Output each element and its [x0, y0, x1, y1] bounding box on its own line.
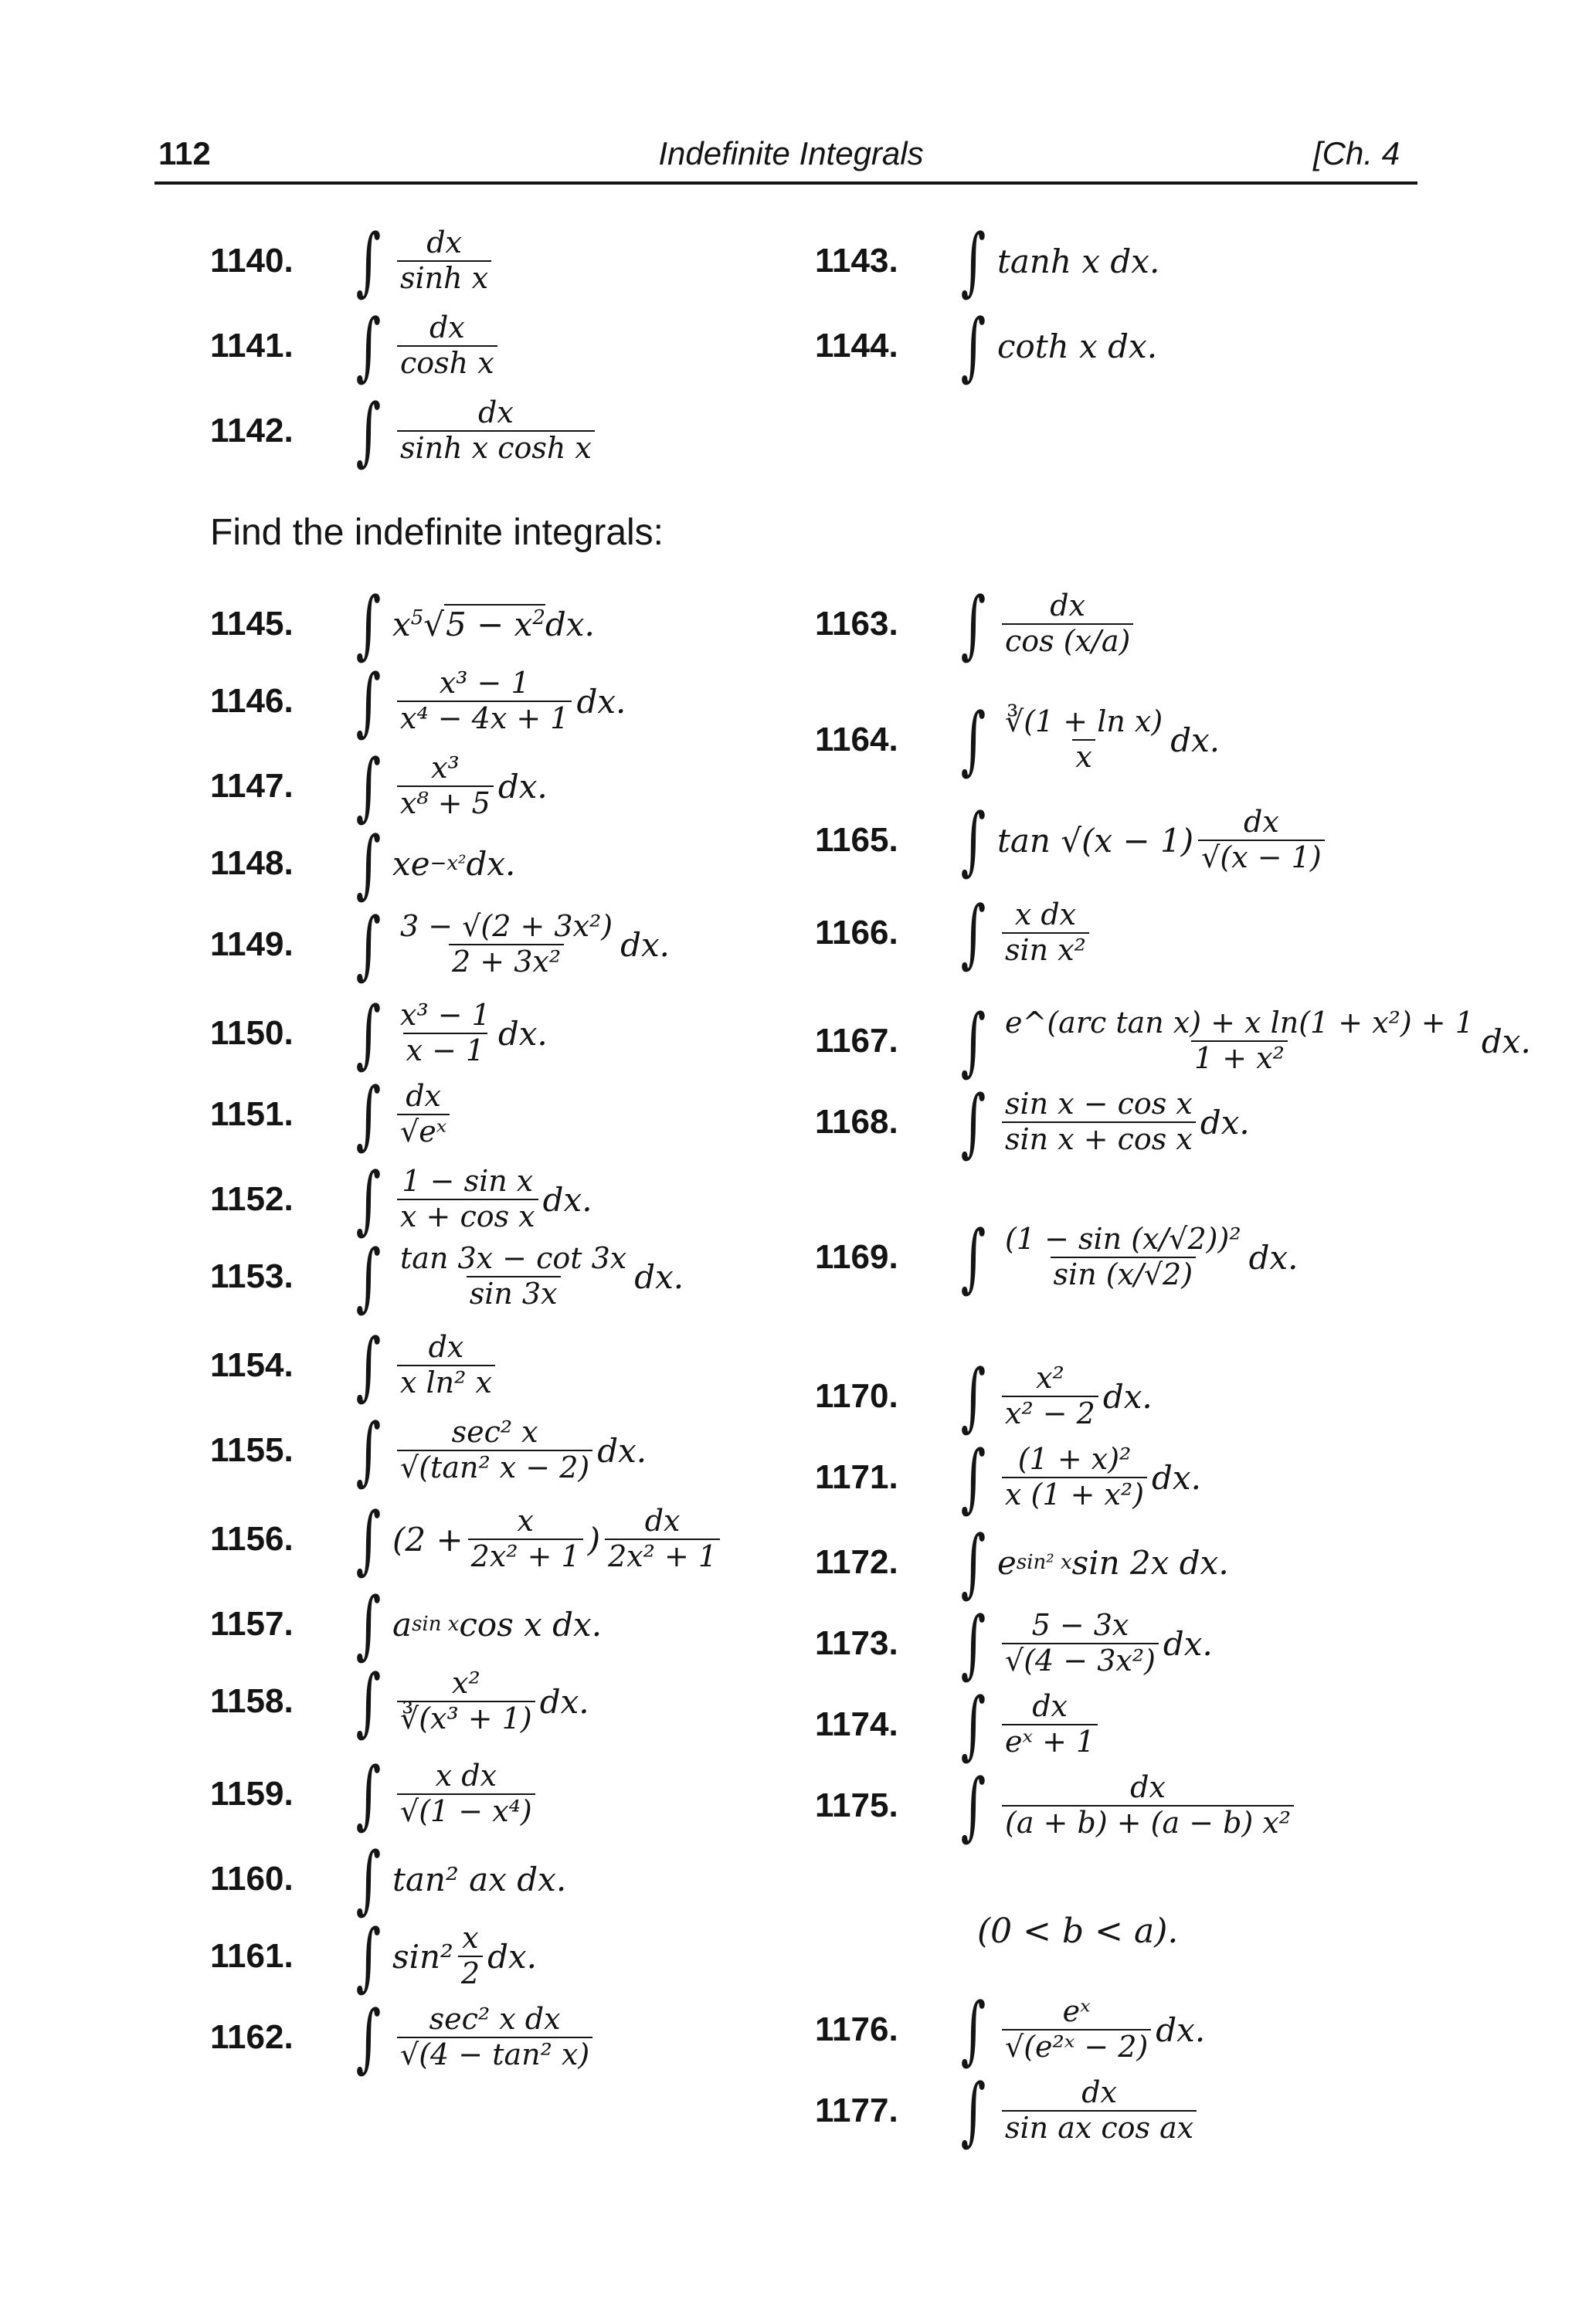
integral-sign: ∫ [960, 303, 986, 389]
integral-expression [954, 1763, 1299, 1849]
problem-number: 1151. [210, 1095, 294, 1133]
problem-number: 1175. [815, 1786, 898, 1824]
integral-sign: ∫ [355, 581, 382, 667]
problem-number: 1157. [210, 1605, 294, 1643]
integral-expression [349, 901, 670, 988]
integral-sign: ∫ [355, 1836, 382, 1922]
fraction-denominator: sin 3x [467, 1276, 561, 1311]
integral-expression [349, 1658, 589, 1745]
exponent: −x² [429, 852, 467, 875]
fraction-numerator: dx [1244, 805, 1279, 840]
integral-expression [954, 303, 1158, 389]
fraction-numerator: x³ − 1 [439, 666, 530, 701]
expr-text: a [392, 1605, 412, 1644]
fraction [1002, 2076, 1197, 2145]
problem-1174 [815, 1681, 1102, 1768]
problem-1161 [210, 1913, 538, 2000]
expr-prefix: (2 + [392, 1520, 463, 1559]
integral-expression [954, 1214, 1299, 1301]
integral-sign: ∫ [355, 388, 382, 474]
fraction-denominator: x⁸ + 5 [397, 785, 494, 821]
problem-number: 1141. [210, 327, 294, 365]
problem-1168 [815, 1079, 1250, 1165]
integral-sign: ∫ [355, 743, 382, 830]
problem-number: 1167. [815, 1022, 898, 1060]
expr-tail: dx. [545, 605, 595, 643]
expr-tail: dx. [1156, 2010, 1206, 2049]
problem-1157 [210, 1581, 603, 1668]
problem-1175 [815, 1763, 1299, 1849]
expr-tail: dx. [487, 1937, 538, 1976]
problem-1147 [210, 743, 548, 830]
integral-sign: ∫ [355, 1322, 382, 1409]
expr-tail: dx. [1152, 1458, 1201, 1497]
fraction-denominator: sin x² [1002, 932, 1089, 968]
problem-number: 1159. [210, 1775, 294, 1813]
fraction-denominator: cosh x [397, 345, 497, 381]
section-heading: Find the indefinite integrals: [210, 512, 664, 553]
integral-sign: ∫ [355, 1156, 382, 1243]
fraction-numerator: x [517, 1504, 534, 1539]
integral-sign: ∫ [960, 697, 986, 783]
fraction [397, 226, 491, 295]
fraction [397, 1165, 538, 1233]
fraction-numerator: x³ − 1 [400, 998, 491, 1033]
fraction-denominator: x⁴ − 4x + 1 [397, 701, 572, 736]
expr-tail: dx. [497, 767, 548, 806]
expr-text: tanh x dx. [997, 242, 1160, 280]
fraction-denominator: 2 [458, 1956, 483, 1991]
problem-number: 1169. [815, 1238, 898, 1276]
integral-expression [954, 998, 1531, 1084]
problem-1154 [210, 1322, 500, 1409]
problem-1166 [815, 890, 1094, 976]
problem-number: 1145. [210, 605, 294, 643]
exponent: 2 [532, 606, 545, 629]
fraction [397, 1667, 535, 1735]
fraction [397, 751, 494, 820]
integral-sign: ∫ [355, 1913, 382, 2000]
cube-root [411, 606, 545, 643]
fraction-denominator: √(x − 1) [1198, 840, 1324, 875]
expr-text: coth x dx. [997, 327, 1158, 365]
problem-number: 1155. [210, 1431, 294, 1469]
fraction-numerator: sec² x [451, 1415, 538, 1450]
problem-number: 1173. [815, 1624, 898, 1662]
problem-number: 1174. [815, 1705, 898, 1743]
problem-number: 1171. [815, 1458, 898, 1496]
fraction-denominator: eˣ + 1 [1002, 1724, 1098, 1759]
fraction-numerator: dx [426, 226, 462, 260]
integral-expression [954, 1353, 1153, 1440]
integral-expression [954, 697, 1220, 783]
fraction [1002, 1609, 1159, 1678]
problem-1163 [815, 581, 1138, 667]
integral-expression [954, 581, 1138, 667]
fraction-2 [605, 1505, 720, 1573]
integral-expression [349, 1751, 540, 1837]
problem-number: 1163. [815, 605, 898, 643]
problem-1177 [815, 2068, 1201, 2154]
problem-1164 [815, 697, 1220, 783]
fraction-numerator: dx [1050, 589, 1086, 623]
fraction [468, 1505, 583, 1573]
fraction-numerator: ∛(1 + ln x) [1005, 704, 1163, 739]
integral-sign: ∫ [960, 1763, 986, 1849]
fraction [397, 1416, 592, 1484]
expr-tail: dx. [1163, 1624, 1213, 1663]
integral-sign: ∫ [355, 990, 382, 1077]
problem-number: 1160. [210, 1860, 294, 1898]
integral-sign: ∫ [960, 1681, 986, 1768]
expr-tail: dx. [597, 1431, 647, 1470]
fraction-denominator: (a + b) + (a − b) x² [1002, 1805, 1294, 1841]
fraction [397, 1331, 495, 1399]
integral-sign: ∫ [355, 901, 382, 988]
fraction-denominator: sinh x [397, 260, 491, 296]
problem-1150 [210, 990, 548, 1077]
fraction-denominator: sin ax cos ax [1002, 2110, 1197, 2146]
fraction-numerator: sin x − cos x [1005, 1087, 1193, 1121]
fraction-numerator: x² [1036, 1361, 1064, 1396]
integral-expression [349, 581, 595, 667]
problem-number: 1147. [210, 767, 294, 805]
integral-sign: ∫ [960, 1079, 986, 1165]
fraction-denominator: √(e²ˣ − 2) [1002, 2029, 1151, 2064]
header-rule [154, 182, 1417, 185]
problem-1149 [210, 901, 670, 988]
integral-sign: ∫ [355, 218, 382, 304]
fraction-numerator: 1 − sin x [402, 1164, 534, 1199]
problem-number: 1153. [210, 1257, 294, 1295]
exponent: sin² x [1016, 1551, 1072, 1574]
expr-prefix: tan √(x − 1) [997, 821, 1194, 860]
fraction-numerator: x dx [435, 1759, 497, 1793]
fraction-denominator: sinh x cosh x [397, 430, 595, 466]
integral-sign: ∫ [355, 1658, 382, 1745]
fraction-numerator: sec² x dx [429, 2002, 561, 2037]
expr-tail: dx. [1248, 1238, 1299, 1277]
fraction-numerator: dx [429, 310, 465, 345]
fraction-denominator: x + cos x [397, 1199, 538, 1234]
expr-text: xe [392, 844, 430, 883]
fraction-denominator: 1 + x² [1191, 1040, 1288, 1076]
radicand [444, 604, 545, 643]
integral-sign: ∫ [960, 1434, 986, 1521]
fraction [397, 396, 595, 465]
expr-tail: cos x dx. [459, 1605, 603, 1644]
problem-number: 1143. [815, 242, 898, 280]
problem-1155 [210, 1407, 647, 1494]
problem-1153 [210, 1233, 684, 1320]
fraction-denominator: √eˣ [397, 1114, 450, 1149]
integral-sign: ∫ [355, 1581, 382, 1668]
fraction-denominator: √(tan² x − 2) [397, 1450, 592, 1485]
integral-expression [954, 1986, 1206, 2073]
problem-1142 [210, 388, 599, 474]
integral-sign: ∫ [355, 1751, 382, 1837]
integral-expression [349, 303, 502, 389]
integral-sign: ∫ [960, 581, 986, 667]
fraction [397, 667, 572, 735]
fraction-denominator: x (1 + x²) [1002, 1477, 1147, 1512]
problem-number: 1152. [210, 1180, 294, 1218]
expr-tail: dx. [1200, 1103, 1250, 1142]
integral-expression [349, 218, 496, 304]
fraction [397, 1080, 450, 1148]
problem-number: 1176. [815, 2010, 898, 2048]
integral-sign: ∫ [355, 1496, 382, 1583]
fraction-numerator: dx [428, 1330, 464, 1365]
fraction [1002, 1006, 1477, 1075]
integral-sign: ∫ [355, 820, 382, 907]
fraction [1002, 1443, 1147, 1511]
fraction-denominator: sin x + cos x [1002, 1121, 1196, 1157]
problem-number: 1177. [815, 2092, 898, 2129]
problem-number: 1162. [210, 2018, 294, 2056]
fraction [1002, 1087, 1196, 1156]
problem-1146 [210, 658, 626, 745]
problem-number: 1140. [210, 242, 294, 280]
problem-1160 [210, 1836, 567, 1922]
fraction-numerator: dx [1032, 1689, 1068, 1724]
problem-number: 1170. [815, 1377, 898, 1415]
expr-tail: sin 2x dx. [1071, 1543, 1229, 1582]
problem-1141 [210, 303, 502, 389]
problem-1158 [210, 1658, 589, 1745]
integral-expression [349, 658, 626, 745]
problem-1165 [815, 797, 1329, 884]
integral-expression [349, 1836, 567, 1922]
fraction-denominator: sin (x/√2) [1051, 1257, 1196, 1292]
problem-1170 [815, 1353, 1153, 1440]
integral-expression [349, 1581, 603, 1668]
problem-number: 1165. [815, 821, 898, 859]
problem-1152 [210, 1156, 592, 1243]
integral-sign: ∫ [355, 1233, 382, 1320]
expr-tail: dx. [620, 925, 670, 964]
problem-number: 1154. [210, 1346, 294, 1384]
problem-number: 1158. [210, 1682, 294, 1720]
fraction-numerator: dx [1081, 2075, 1117, 2110]
integral-sign: ∫ [960, 797, 986, 884]
fraction-denominator: √(4 − tan² x) [397, 2037, 592, 2072]
problem-number: 1172. [815, 1543, 898, 1581]
radical-sign: √ [423, 605, 445, 643]
fraction-denominator: x² − 2 [1002, 1396, 1098, 1431]
fraction [1002, 589, 1133, 658]
integral-expression [954, 1681, 1102, 1768]
fraction [397, 1759, 535, 1828]
page-number: 112 [158, 135, 211, 171]
fraction [1198, 806, 1324, 874]
expr-tail: dx. [466, 844, 516, 883]
problem-1144 [815, 303, 1158, 389]
fraction-numerator: 3 − √(2 + 3x²) [400, 909, 613, 944]
integral-sign: ∫ [960, 1353, 986, 1440]
integral-sign: ∫ [960, 1519, 986, 1606]
expr-tail: dx. [539, 1682, 589, 1721]
problem-number: 1164. [815, 721, 898, 758]
integral-expression [349, 1496, 725, 1583]
fraction-denominator: ∛(x³ + 1) [397, 1701, 535, 1736]
problem-number: 1148. [210, 844, 294, 882]
fraction-numerator: x [462, 1921, 479, 1956]
fraction-denominator: 2 + 3x² [449, 944, 564, 979]
problem-1167 [815, 998, 1531, 1084]
fraction-2-denominator: 2x² + 1 [605, 1539, 720, 1574]
expr-text: x [392, 605, 411, 643]
exponent: sin x [412, 1613, 460, 1636]
problem-1151 [210, 1071, 454, 1158]
problem-1156 [210, 1496, 725, 1583]
expr-tail: dx. [1170, 721, 1220, 759]
expr-middle: ) [587, 1520, 601, 1559]
fraction-numerator: eˣ [1062, 1994, 1091, 2029]
fraction-denominator: x [1072, 739, 1095, 775]
expr-tail: dx. [576, 682, 626, 721]
problem-1175-condition: (0 < b < a). [977, 1912, 1179, 1951]
fraction-numerator: (1 + x)² [1017, 1442, 1132, 1477]
integral-sign: ∫ [960, 998, 986, 1084]
integral-sign: ∫ [960, 2068, 986, 2154]
integral-sign: ∫ [960, 1986, 986, 2073]
fraction-denominator: x ln² x [397, 1365, 495, 1400]
integral-expression [954, 797, 1329, 884]
problem-number: 1166. [815, 914, 898, 952]
problem-number: 1144. [815, 327, 898, 365]
fraction [397, 910, 616, 979]
fraction-denominator: √(1 − x⁴) [397, 1793, 535, 1829]
problem-number: 1146. [210, 682, 294, 720]
integral-expression [349, 1913, 538, 2000]
chapter-label: [Ch. 4 [1313, 135, 1400, 171]
integral-expression [954, 218, 1160, 304]
problem-1173 [815, 1600, 1213, 1687]
expr-text: e [997, 1543, 1017, 1582]
root-index: 5 [410, 606, 424, 629]
fraction-denominator: x − 1 [403, 1033, 488, 1068]
problem-1143 [815, 218, 1160, 304]
problem-1145 [210, 581, 595, 667]
fraction-2-numerator: dx [644, 1504, 681, 1539]
fraction [397, 2003, 592, 2071]
problem-1171 [815, 1434, 1201, 1521]
integral-expression [954, 1600, 1213, 1687]
integral-sign: ∫ [355, 303, 382, 389]
integral-sign: ∫ [960, 218, 986, 304]
integral-expression [349, 1407, 647, 1494]
integral-sign: ∫ [355, 1407, 382, 1494]
fraction-numerator: 5 − 3x [1031, 1608, 1129, 1643]
expr-tail: dx. [634, 1257, 684, 1296]
fraction-numerator: dx [406, 1079, 441, 1114]
expr-tail: dx. [497, 1014, 548, 1053]
fraction-denominator: √(4 − 3x²) [1002, 1643, 1159, 1678]
problem-number: 1142. [210, 412, 294, 450]
fraction-numerator: x² [452, 1666, 480, 1701]
fraction [397, 999, 494, 1067]
expr-text: tan² ax dx. [392, 1860, 567, 1898]
integral-expression [349, 990, 548, 1077]
fraction-numerator: x dx [1014, 897, 1077, 932]
problem-number: 1168. [815, 1103, 898, 1141]
fraction [1002, 1771, 1294, 1840]
integral-expression [954, 1079, 1250, 1165]
integral-sign: ∫ [960, 1600, 986, 1687]
problem-1176 [815, 1986, 1206, 2073]
fraction [397, 1242, 630, 1311]
problem-number: 1156. [210, 1520, 294, 1558]
integral-expression [349, 1156, 592, 1243]
fraction [458, 1922, 483, 1990]
integral-expression [954, 1434, 1201, 1521]
problem-1159 [210, 1751, 540, 1837]
fraction-numerator: e^(arc tan x) + x ln(1 + x²) + 1 [1005, 1006, 1474, 1040]
running-title: Indefinite Integrals [658, 135, 924, 171]
integral-expression [954, 1519, 1229, 1606]
fraction [397, 311, 497, 380]
integral-sign: ∫ [960, 890, 986, 976]
integral-expression [349, 1322, 500, 1409]
problem-1172 [815, 1519, 1229, 1606]
expr-prefix: sin² [392, 1937, 453, 1976]
integral-expression [349, 743, 548, 830]
problem-number: 1161. [210, 1937, 294, 1975]
integral-expression [954, 890, 1094, 976]
fraction [1002, 705, 1166, 774]
fraction-numerator: tan 3x − cot 3x [400, 1241, 627, 1276]
integral-sign: ∫ [355, 1994, 382, 2081]
fraction [1002, 1690, 1098, 1759]
problem-1162 [210, 1994, 597, 2081]
integral-expression [349, 1071, 454, 1158]
problem-number: 1150. [210, 1014, 294, 1052]
problem-1140 [210, 218, 496, 304]
integral-sign: ∫ [960, 1214, 986, 1301]
integral-expression [349, 1994, 597, 2081]
expr-tail: dx. [1102, 1377, 1153, 1416]
integral-expression [954, 2068, 1201, 2154]
integral-expression [349, 388, 599, 474]
fraction [1002, 1995, 1151, 2064]
expr-tail: dx. [542, 1180, 592, 1219]
fraction-denominator: cos (x/a) [1002, 623, 1133, 659]
integral-sign: ∫ [355, 658, 382, 745]
fraction [1002, 1362, 1098, 1430]
fraction-numerator: dx [1130, 1770, 1166, 1805]
integral-expression [349, 1233, 684, 1320]
problem-number: 1149. [210, 925, 294, 963]
fraction-denominator: 2x² + 1 [468, 1539, 583, 1574]
fraction [1002, 1223, 1244, 1291]
fraction-numerator: x³ [431, 751, 460, 785]
integral-expression [349, 820, 516, 907]
fraction-numerator: dx [478, 395, 514, 430]
expr-tail: dx. [1481, 1022, 1531, 1060]
problem-1169 [815, 1214, 1299, 1301]
integral-sign: ∫ [355, 1071, 382, 1158]
problem-1148 [210, 820, 516, 907]
radicand-text: 5 − x [446, 605, 533, 643]
fraction [1002, 898, 1089, 967]
fraction-numerator: (1 − sin (x/√2))² [1005, 1222, 1241, 1257]
